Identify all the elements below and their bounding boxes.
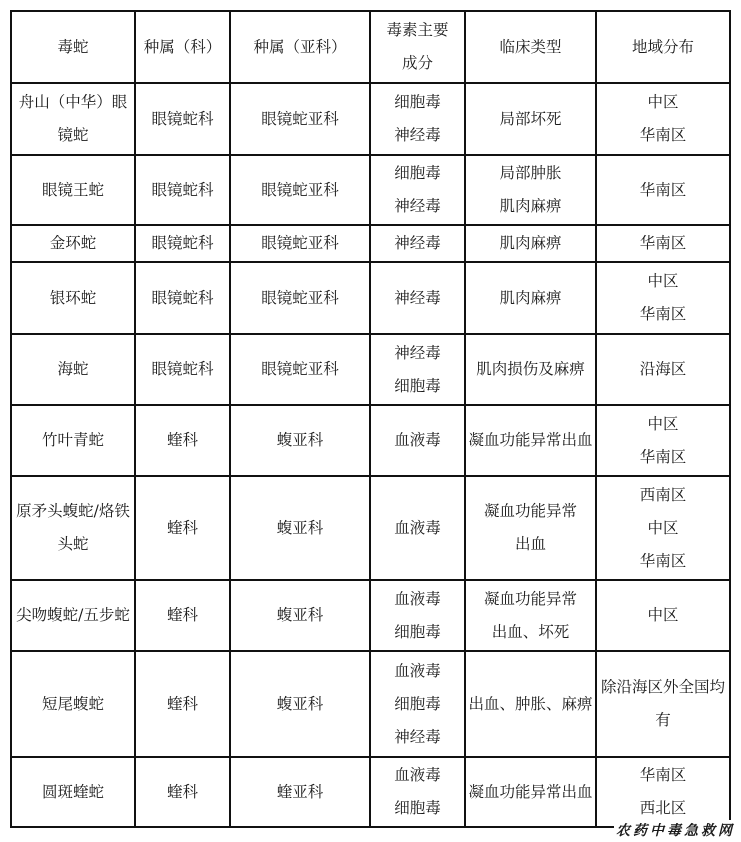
cell-snake: 银环蛇 — [11, 262, 135, 334]
cell-family: 蝰科 — [135, 580, 230, 651]
cell-regions: 西南区 中区 华南区 — [596, 476, 730, 580]
cell-snake: 竹叶青蛇 — [11, 405, 135, 476]
cell-regions: 华南区 — [596, 155, 730, 225]
table-row — [11, 580, 730, 651]
cell-toxins: 血液毒 — [370, 476, 465, 580]
cell-snake: 舟山（中华）眼镜蛇 — [11, 83, 135, 155]
table-row — [11, 155, 730, 225]
cell-clinical: 局部坏死 — [465, 83, 596, 155]
snake-venom-table — [10, 10, 731, 828]
cell-regions: 中区 华南区 — [596, 405, 730, 476]
cell-family: 眼镜蛇科 — [135, 83, 230, 155]
cell-clinical: 肌肉损伤及麻痹 — [465, 334, 596, 405]
table-row — [11, 83, 730, 155]
header-snake: 毒蛇 — [11, 11, 135, 83]
header-toxins: 毒素主要成分 — [370, 11, 465, 83]
header-row — [11, 11, 730, 83]
cell-regions: 沿海区 — [596, 334, 730, 405]
cell-toxins: 神经毒 — [370, 225, 465, 262]
cell-subfamily: 蝮亚科 — [230, 651, 370, 757]
cell-subfamily: 眼镜蛇亚科 — [230, 225, 370, 262]
cell-regions: 中区 华南区 — [596, 262, 730, 334]
cell-subfamily: 眼镜蛇亚科 — [230, 334, 370, 405]
cell-regions: 华南区 西北区 — [596, 757, 730, 827]
cell-subfamily: 眼镜蛇亚科 — [230, 262, 370, 334]
cell-subfamily: 眼镜蛇亚科 — [230, 83, 370, 155]
cell-clinical: 凝血功能异常 出血、坏死 — [465, 580, 596, 651]
cell-subfamily: 蝮亚科 — [230, 580, 370, 651]
cell-toxins: 细胞毒 神经毒 — [370, 83, 465, 155]
watermark-text: 农药中毒急救网 — [614, 820, 737, 840]
table-row — [11, 225, 730, 262]
cell-snake: 海蛇 — [11, 334, 135, 405]
cell-snake: 圆斑蝰蛇 — [11, 757, 135, 827]
cell-snake: 短尾蝮蛇 — [11, 651, 135, 757]
table-row — [11, 476, 730, 580]
cell-snake: 金环蛇 — [11, 225, 135, 262]
cell-family: 眼镜蛇科 — [135, 155, 230, 225]
cell-clinical: 局部肿胀 肌肉麻痹 — [465, 155, 596, 225]
header-family: 种属（科） — [135, 11, 230, 83]
cell-family: 眼镜蛇科 — [135, 262, 230, 334]
cell-regions: 中区 — [596, 580, 730, 651]
cell-clinical: 凝血功能异常 出血 — [465, 476, 596, 580]
cell-family: 眼镜蛇科 — [135, 334, 230, 405]
cell-toxins: 血液毒 细胞毒 — [370, 580, 465, 651]
table-row — [11, 262, 730, 334]
cell-clinical: 凝血功能异常出血 — [465, 405, 596, 476]
header-clinical: 临床类型 — [465, 11, 596, 83]
table-row — [11, 405, 730, 476]
table-row — [11, 651, 730, 757]
cell-subfamily: 蝰亚科 — [230, 757, 370, 827]
cell-regions: 中区 华南区 — [596, 83, 730, 155]
cell-family: 眼镜蛇科 — [135, 225, 230, 262]
cell-family: 蝰科 — [135, 476, 230, 580]
cell-toxins: 血液毒 — [370, 405, 465, 476]
cell-regions: 华南区 — [596, 225, 730, 262]
cell-toxins: 神经毒 — [370, 262, 465, 334]
cell-toxins: 细胞毒 神经毒 — [370, 155, 465, 225]
cell-clinical: 肌肉麻痹 — [465, 225, 596, 262]
cell-family: 蝰科 — [135, 757, 230, 827]
cell-snake: 原矛头蝮蛇/烙铁头蛇 — [11, 476, 135, 580]
cell-clinical: 肌肉麻痹 — [465, 262, 596, 334]
cell-subfamily: 蝮亚科 — [230, 476, 370, 580]
cell-family: 蝰科 — [135, 405, 230, 476]
cell-subfamily: 蝮亚科 — [230, 405, 370, 476]
cell-clinical: 出血、肿胀、麻痹 — [465, 651, 596, 757]
cell-toxins: 血液毒 细胞毒 神经毒 — [370, 651, 465, 757]
cell-clinical: 凝血功能异常出血 — [465, 757, 596, 827]
table-row — [11, 757, 730, 827]
cell-family: 蝰科 — [135, 651, 230, 757]
table-row — [11, 334, 730, 405]
header-regions: 地域分布 — [596, 11, 730, 83]
cell-regions: 除沿海区外全国均有 — [596, 651, 730, 757]
cell-toxins: 神经毒 细胞毒 — [370, 334, 465, 405]
cell-snake: 尖吻蝮蛇/五步蛇 — [11, 580, 135, 651]
cell-toxins: 血液毒 细胞毒 — [370, 757, 465, 827]
cell-subfamily: 眼镜蛇亚科 — [230, 155, 370, 225]
cell-snake: 眼镜王蛇 — [11, 155, 135, 225]
header-subfamily: 种属（亚科） — [230, 11, 370, 83]
